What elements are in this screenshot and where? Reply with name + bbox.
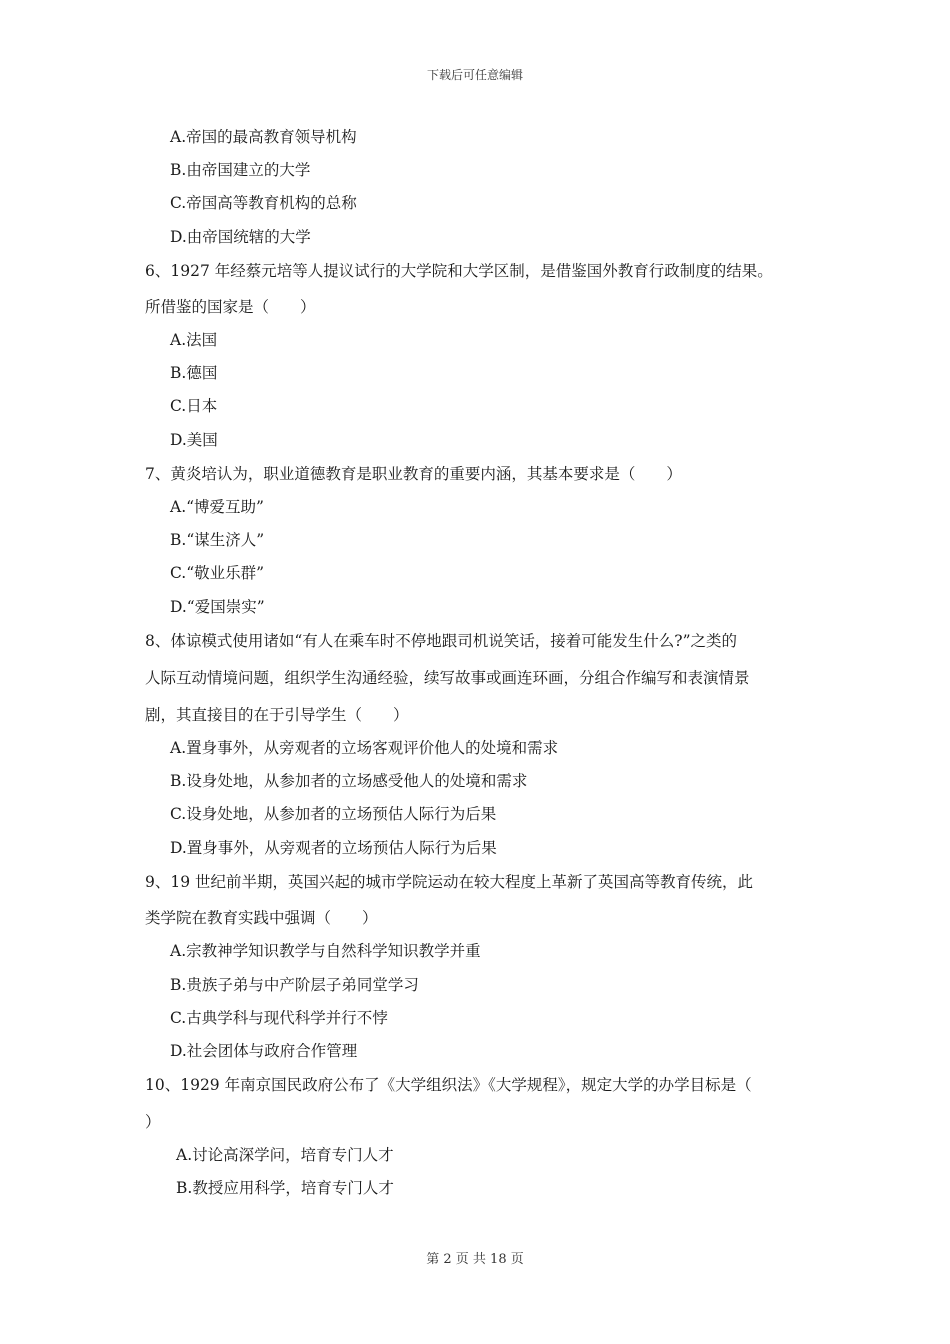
option-9b: B.贵族子弟与中产阶层子弟同堂学习 — [170, 976, 419, 994]
option-9d: D.社会团体与政府合作管理 — [170, 1042, 358, 1060]
option-6a: A.法国 — [170, 331, 218, 349]
option-7d: D.“爱国崇实” — [170, 598, 265, 616]
question-8-line-3: 剧，其直接目的在于引导学生（ ） — [145, 706, 409, 724]
option-5c: C.帝国高等教育机构的总称 — [170, 194, 357, 212]
option-5a: A.帝国的最高教育领导机构 — [170, 128, 357, 146]
option-9a: A.宗教神学知识教学与自然科学知识教学并重 — [170, 942, 481, 960]
option-10a: A.讨论高深学问，培育专门人才 — [176, 1146, 394, 1164]
question-8-line-2: 人际互动情境问题，组织学生沟通经验，续写故事或画连环画，分组合作编写和表演情景 — [145, 669, 750, 687]
option-8c: C.设身处地，从参加者的立场预估人际行为后果 — [170, 805, 497, 823]
option-6d: D.美国 — [170, 431, 218, 449]
question-9-line-2: 类学院在教育实践中强调（ ） — [145, 909, 378, 927]
question-7: 7、黄炎培认为，职业道德教育是职业教育的重要内涵，其基本要求是（ ） — [145, 465, 682, 483]
option-7b: B.“谋生济人” — [170, 531, 265, 549]
option-5b: B.由帝国建立的大学 — [170, 161, 311, 179]
question-8-line-1: 8、体谅模式使用诸如“有人在乘车时不停地跟司机说笑话，接着可能发生什么?”之类的 — [145, 632, 738, 650]
option-10b: B.教授应用科学，培育专门人才 — [176, 1179, 394, 1197]
option-8b: B.设身处地，从参加者的立场感受他人的处境和需求 — [170, 772, 528, 790]
option-8d: D.置身事外，从旁观者的立场预估人际行为后果 — [170, 839, 497, 857]
option-6b: B.德国 — [170, 364, 218, 382]
option-6c: C.日本 — [170, 397, 218, 415]
question-6-line-1: 6、1927 年经蔡元培等人提议试行的大学院和大学区制，是借鉴国外教育行政制度的结果。 — [145, 262, 773, 280]
option-9c: C.古典学科与现代科学并行不悖 — [170, 1009, 388, 1027]
question-10-line-2: ） — [145, 1113, 161, 1131]
option-7a: A.“博爱互助” — [170, 498, 264, 516]
page-header: 下载后可任意编辑 — [426, 68, 523, 82]
question-10-line-1: 10、1929 年南京国民政府公布了《大学组织法》《大学规程》，规定大学的办学目标是（ — [145, 1076, 752, 1094]
option-8a: A.置身事外，从旁观者的立场客观评价他人的处境和需求 — [170, 739, 559, 757]
option-5d: D.由帝国统辖的大学 — [170, 228, 311, 246]
question-6-line-2: 所借鉴的国家是（ ） — [145, 298, 316, 316]
option-7c: C.“敬业乐群” — [170, 564, 265, 582]
page-footer: 第 2 页 共 18 页 — [426, 1252, 524, 1267]
question-9-line-1: 9、19 世纪前半期，英国兴起的城市学院运动在较大程度上革新了英国高等教育传统，此 — [145, 873, 754, 891]
